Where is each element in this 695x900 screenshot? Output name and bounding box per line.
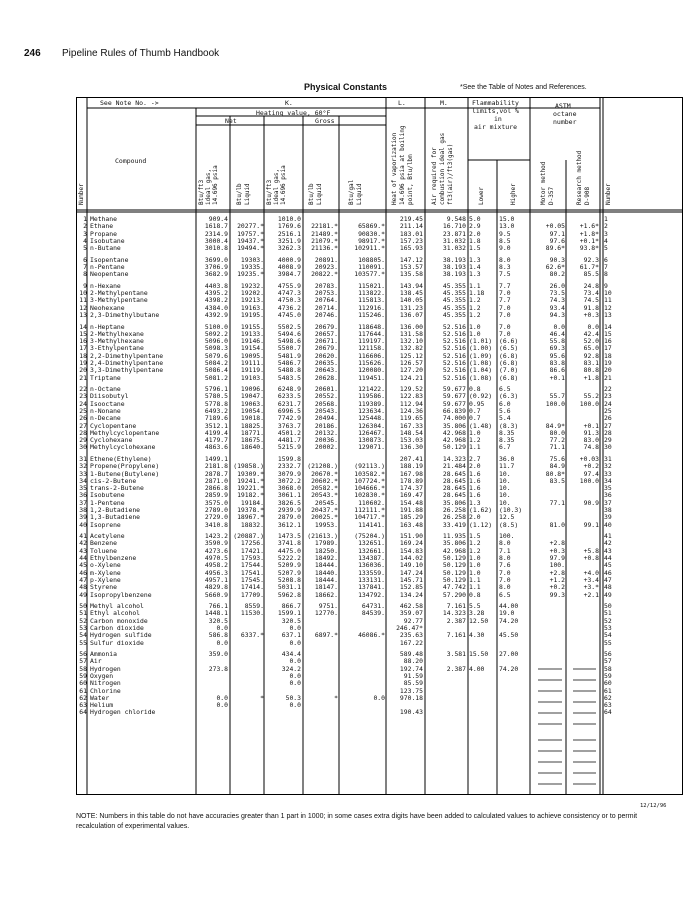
col-gross-lb: (21208.) 20670.* 20602.* 20582.* 20543.* 20545. 20437.* 20025.* 19953. [307, 462, 338, 529]
col-higher: 44.00 19.0 74.20 45.50 [499, 602, 519, 640]
col-air-req: 3.581 2.387 [446, 650, 466, 673]
col-gross-gal: 118648. 117644. 119197. 121158. 116606. 115626. 120080. 119451. [358, 322, 385, 382]
col-num: 14 15 16 17 18 19 20 21 [79, 322, 87, 382]
col-higher: 15.0 13.0 9.5 8.5 9.0 [499, 215, 515, 253]
col-compound: Ethene(Ethylene) Propene(Propylene) 1-Butene(Butylene) cis-2-Butene trans-2-Butene Isobutene 1-Pentene 1,2-Butadiene 1,3-Butadiene Isoprene [90, 455, 160, 529]
col-air-req: 9.548 16.710 23.871 31.032 31.032 [442, 215, 466, 253]
col-motor: +0.05 97.1 97.6 89.6* [545, 222, 565, 253]
col-research: +0.03 +0.2 97.4 100.0 90.9 99.1 [579, 455, 599, 529]
col-research: +1.6* +1.8* +0.1* 93.8* [579, 222, 599, 253]
gross-gal-header-1: Btu/gal [348, 179, 355, 205]
col-gross-gal: (75204.) 132651. 132661. 134387. 136036. 133559. 133131. 137841. 134792. [354, 532, 385, 599]
col-motor: 75.6 84.9 80.8* 83.5 77.1 81.0 [545, 455, 565, 529]
col-net-gas: 5100.0 5092.2 5096.0 5098.3 5079.6 5084.2 5086.4 5081.2 [204, 322, 228, 382]
research-header-2: D-908 [584, 186, 591, 205]
note-k: K. [285, 99, 293, 107]
col-higher: 8.0 8.3 7.5 [499, 255, 511, 279]
col-net-lb: (20887.) 17256. 17421. 17593. 17544. 17541. 17545. 17414. 17709. [233, 532, 264, 599]
col-heat-vap: 151.90 169.24 154.83 144.02 149.10 147.24 145.71 152.85 134.24 [399, 532, 423, 599]
heat-vap-header-1: Heat of vaporization [391, 132, 398, 205]
astm-header-3: number [553, 118, 577, 126]
col-gross-lb: 20783. 20753. 20764. 20714. 20746. [314, 281, 338, 319]
net-header: Net [225, 117, 237, 125]
higher-header: Higher [510, 183, 517, 205]
compound-header: Compound [115, 157, 147, 165]
col-gross-lb: 20891. 20923. 20822.* [311, 255, 338, 279]
col-gross-lb: 22181.* 21489.* 21079.* 21136.* [311, 222, 338, 253]
heat-vap-header-3: point, Btu/lbm [407, 154, 414, 205]
col-gross-gas: 4755.9 4747.3 4750.3 4736.2 4745.0 [277, 281, 301, 319]
col-gross-gas: 4000.9 4008.9 3984.7 [277, 255, 301, 279]
gross-gas-header-3: 14.696 psia [280, 165, 287, 205]
col-lower: 1.0 1.0 (1.01) (1.00) (1.09) (1.08) (1.04) (1.08) [469, 322, 493, 382]
col-higher: 7.0 7.0 (6.6) (6.5) (6.8) (6.8) (7.0) (6.8) [499, 322, 519, 382]
col-num: 6 7 8 [83, 255, 87, 279]
number-header-right: Number [605, 183, 612, 205]
research-header-1: Research method [576, 150, 583, 205]
air-req-header-1: Air required for [431, 147, 438, 205]
col-num: 31 32 33 34 35 36 37 38 39 40 [79, 455, 87, 529]
col-net-lb: * [260, 693, 264, 702]
col-net-lb: 19155. 19133. 19146. 19154. 19095. 19111. 19119. 19103. [240, 322, 264, 382]
col-num: 1 2 3 4 5 [83, 215, 87, 253]
gross-header: Gross [315, 117, 335, 125]
col-net-gas: 766.1 1448.1 320.5 0.0 586.8 0.0 [204, 602, 228, 647]
col-num-r: 50 51 52 53 54 55 [604, 602, 612, 647]
col-gross-lb: (21613.) 17989. 18250. 18492. 18444. 18440. 18444. 18147. 18662. [307, 532, 338, 599]
col-lower: 1.3 1.4 1.3 [469, 255, 481, 279]
net-lb-header-2: Liquid [244, 183, 251, 205]
see-notes-reference: *See the Table of Notes and References. [460, 84, 587, 91]
col-motor: 55.7 100.0 84.9* 80.0 77.2 71.1 [545, 392, 565, 452]
col-lower: 1.1 1.18 1.2 1.2 1.2 [469, 281, 485, 319]
col-net-gas: 1423.2 3590.9 4273.6 4970.5 4958.2 4956.3 4957.1 4829.8 5660.9 [204, 532, 228, 599]
footnote: NOTE: Numbers in this table do not have accuracies greater than 1 part in 1000; in some cases extra digits have been added to calculated values to achieve consistency or to permit recalculation of experimental values. [76, 813, 638, 830]
col-num-r: 31 32 33 34 35 36 37 38 39 40 [604, 455, 612, 529]
col-motor: 90.3 62.6* 80.2 [545, 255, 565, 279]
col-gross-gas: 6248.9 6233.5 6231.7 6996.5 7742.9 3763.7 4501.2 4481.7 5215.9 [277, 385, 301, 452]
col-heat-vap: 207.41 188.19 167.98 178.89 174.37 169.47 154.48 191.88 185.29 163.48 [399, 455, 423, 529]
col-net-lb: 19303. 19335. 19235.* [237, 255, 264, 279]
col-air-req: 59.677 59.677 59.677 66.839 74.000 35.806 42.968 42.968 50.129 [442, 385, 466, 452]
col-net-gas: 1499.1 2181.8 2878.7 2871.0 2866.8 2859.9 3575.0 2789.0 2729.0 3410.8 [204, 455, 228, 529]
col-gross-gas: 866.7 1599.1 320.5 0.0 637.1 0.0 [277, 602, 301, 647]
col-net-lb: 8559. 11530. 6337.* [240, 602, 264, 640]
col-compound: Methane Ethane Propane Isobutane n-Butane [90, 215, 125, 253]
col-gross-gal: 65869.* 90830.* 98917.* 102911.* [354, 222, 385, 253]
heat-vap-header-2: 14.696 psia at boiling [399, 125, 406, 205]
col-num: 56 57 58 59 60 61 62 63 64 [79, 650, 87, 717]
heating-value-header: Heating value, 60°F [256, 109, 331, 117]
col-higher: 27.00 74.20 [499, 650, 519, 673]
col-num-r: 6 7 8 [604, 255, 608, 279]
col-gross-lb: * [334, 693, 338, 702]
col-num: 9 10 11 12 13 [79, 281, 87, 319]
col-higher: 6.5 (6.3) 6.0 5.6 5.4 (8.3) 8.35 8.35 6.7 [499, 385, 519, 452]
col-gross-gas: 5502.5 5494.6 5498.6 5500.7 5481.9 5486.7 5488.8 5483.5 [277, 322, 301, 382]
col-heat-vap: 143.94 138.45 140.05 131.23 136.07 [399, 281, 423, 319]
col-motor: 26.0 73.5 74.3 93.4 94.3 [549, 281, 565, 319]
col-gross-gal: 121422. 119586. 119389. 123634. 125448. 126304. 126467. 130873. 129071. [358, 385, 385, 452]
col-research: 24.8 73.4 74.5 91.8 +0.3 [583, 281, 599, 319]
col-net-gas: 359.0 273.8 0.0 0.0 [208, 650, 228, 710]
col-gross-gal: 0.0 [373, 693, 385, 702]
col-heat-vap: 462.58 359.07 92.77 246.47* 235.63 167.22 [396, 602, 423, 647]
col-air-req: 14.323 21.484 28.645 28.645 28.645 28.645 35.806 26.258 26.258 33.419 [442, 455, 466, 529]
col-compound: Acetylene Benzene Toluene Ethylbenzene o-Xylene m-Xylene p-Xylene Styrene Isopropylbenzene [90, 532, 152, 599]
col-gross-lb: 9751. 12770. 6897.* [314, 602, 338, 640]
lower-header: Lower [478, 186, 485, 205]
col-num-r: 56 57 58 59 60 61 62 63 64 [604, 650, 612, 717]
col-lower: 1.5 1.2 1.2 1.0 1.0 1.0 1.1 1.1 0.8 [469, 532, 481, 599]
col-gross-gal: (92113.) 103582.* 107724.* 104666.* 102830.* 110602. 112111.* 104717.* 114141. [354, 462, 385, 529]
col-motor: +2.8 +0.3 97.9 100. +2.8 +1.2 +0.2 99.3 [549, 539, 565, 599]
flammability-header-2: limits,vol % [472, 107, 519, 115]
col-gross-gas: 1473.5 3741.8 4475.0 5222.2 5209.9 5207.9 5208.8 5031.1 5962.8 [277, 532, 301, 599]
col-lower: 5.0 2.9 2.0 1.8 1.5 [469, 215, 481, 253]
col-compound: Methyl alcohol Ethyl alcohol Carbon monoxide Carbon dioxide Hydrogen sulfide Sulfur dioxide [90, 602, 152, 647]
col-lower: 5.5 3.28 12.50 4.30 [469, 602, 489, 640]
gross-lb-header-1: Btu/lb [308, 183, 315, 205]
col-num: 22 23 24 25 26 27 28 29 30 [79, 385, 87, 452]
col-lower: 2.7 2.0 1.6 1.6 1.6 1.6 1.3 (1.62) 2.0 (1.12) [469, 455, 493, 529]
col-gross-lb: 20601. 20552. 20568. 20543. 20494. 20186. 20132. 20036. 20002. [314, 385, 338, 452]
col-higher: 36.0 11.7 10. 10. 10. 10. 10. (10.3) 12.5 (8.5) [499, 455, 523, 529]
col-heat-vap: 147.12 153.57 135.58 [399, 255, 423, 279]
col-lower: 15.50 4.00 [469, 650, 489, 673]
col-heat-vap: 129.52 122.83 112.94 124.36 119.65 167.33 148.54 153.03 136.30 [399, 385, 423, 452]
date-stamp: 12/12/96 [640, 803, 667, 809]
gross-gal-header-2: Liquid [356, 183, 363, 205]
book-title: Pipeline Rules of Thumb Handbook [62, 48, 220, 59]
col-compound: n-Heptane 2-Methylhexane 3-Methylhexane 3-Ethylpentane 2,2-Dimethylpentane 2,4-Dimethylpentane 3,3-Dimethylpentane Triptane [90, 322, 164, 382]
flammability-header-4: air mixture [474, 123, 518, 131]
col-higher: 100. 8.0 7.1 8.0 7.6 7.0 7.0 8.0 6.5 [499, 532, 515, 599]
motor-header-1: Motor method [540, 161, 547, 205]
col-num: 50 51 52 53 54 55 [79, 602, 87, 647]
col-air-req: 11.935 35.806 42.968 50.129 50.129 50.129 50.129 47.742 57.290 [442, 532, 466, 599]
col-higher: 7.7 7.0 7.7 7.0 7.0 [499, 281, 511, 319]
col-num: 41 42 43 44 45 46 47 48 49 [79, 532, 87, 599]
gross-gas-header-2: ideal gas, [273, 168, 280, 205]
col-air-req: 38.193 38.193 38.193 [442, 255, 466, 279]
col-heat-vap: 136.00 131.58 132.10 132.82 125.12 126.57 127.20 124.21 [399, 322, 423, 382]
col-lower: 0.8 (0.92) 0.95 0.7 0.7 (1.48) 1.0 1.2 1.1 [469, 385, 493, 452]
net-lb-header-1: Btu/lb [236, 183, 243, 205]
col-compound: n-Octane Diisobutyl Isooctane n-Nonane n-Decane Cyclopentane Methylcyclopentane Cyclohexane Methylcyclohexane [90, 385, 160, 452]
col-net-lb: (19858.) 19309.* 19241.* 19221.* 19182.* 19184. 19378.* 18967.* 18832. [233, 462, 264, 529]
table-title: Physical Constants [304, 82, 388, 92]
col-net-gas: 909.4 1618.7 2314.9 3000.4 3010.8 [204, 215, 228, 253]
gross-lb-header-2: Liquid [316, 183, 323, 205]
net-gas-header-1: Btu/ft3 [198, 179, 205, 205]
col-air-req: 7.161 14.323 2.387 7.161 [442, 602, 466, 640]
col-compound: Ammonia Air Hydrogen Oxygen Nitrogen Chlorine Water Helium Hydrogen chloride [90, 650, 156, 717]
air-req-header-2: combustion ideal gas [439, 132, 446, 205]
col-net-lb: 19096. 19047. 19063. 19054. 19018. 18825. 18771. 18675. 18640. [240, 385, 264, 452]
col-num-r: 9 10 11 12 13 [604, 281, 612, 319]
col-heat-vap: 589.48 88.20 192.74 91.59 85.59 123.75 970.18 190.43 [399, 650, 423, 717]
astm-header-2: octane [553, 110, 577, 118]
col-net-gas: 4403.8 4395.2 4398.2 4384.0 4392.9 [204, 281, 228, 319]
col-num-r: 22 23 24 25 26 27 28 29 30 [604, 385, 612, 452]
col-net-gas: 3699.0 3706.9 3682.9 [204, 255, 228, 279]
col-air-req: 45.355 45.355 45.355 45.355 45.355 [442, 281, 466, 319]
flammability-header-1: Flammability [472, 99, 519, 107]
col-net-lb: 20277.* 19757.* 19437.* 19494.* [237, 222, 264, 253]
flammability-header-3: in [494, 115, 502, 123]
motor-header-2: D-357 [548, 186, 555, 205]
col-gross-gal: 115021. 113822. 115813. 112916. 115246. [358, 281, 385, 319]
col-num-r: 14 15 16 17 18 19 20 21 [604, 322, 612, 382]
note-m: M. [440, 99, 448, 107]
col-air-req: 52.516 52.516 52.516 52.516 52.516 52.516 52.516 52.516 [442, 322, 466, 382]
col-gross-lb: 20679. 20657. 20671. 20679. 20620. 20635. 20643. 20628. [314, 322, 338, 382]
col-num-r: 1 2 3 4 5 [604, 215, 608, 253]
note-l: L. [398, 99, 406, 107]
col-gross-gal: 108805. 110091. 103577.* [354, 255, 385, 279]
gross-gas-header-1: Btu/ft3 [266, 179, 273, 205]
col-compound: n-Hexane 2-Methylpentane 3-Methylpentane Neohexane 2,3-Dimethylbutane [90, 281, 160, 319]
net-gas-header-2: ideal gas, [205, 168, 212, 205]
col-gross-gas: 1599.8 2332.7 3079.9 3072.2 3068.0 3061.1 3826.5 2939.9 2879.0 3612.1 [277, 455, 301, 529]
col-net-gas: 5796.1 5780.5 5778.8 6493.2 7189.6 3512.1 4199.4 4179.7 4863.6 [204, 385, 228, 452]
number-header: Number [78, 183, 85, 205]
col-research: 92.3 61.7* 85.5 [579, 255, 599, 279]
col-motor: 0.0 46.4 55.8 69.3 95.6 83.8 86.6 +0.1 [549, 322, 565, 382]
page-number: 246 [24, 48, 41, 59]
col-research: 55.2 100.0 +0.1 91.3 83.0 74.8 [579, 392, 599, 452]
col-research: 0.0 42.4 52.0 65.0 92.8 83.1 80.8 +1.8 [583, 322, 599, 382]
col-net-lb: 19232. 19202. 19213. 19163. 19195. [240, 281, 264, 319]
col-gross-gal: 64731. 84539. 46086.* [358, 602, 385, 640]
see-note-label: See Note No. -> [100, 99, 159, 107]
astm-header-1: ASTM [555, 102, 571, 110]
col-heat-vap: 219.45 211.14 183.01 157.23 165.93 [399, 215, 423, 253]
col-gross-gas: 434.4 0.0 324.2 0.0 0.0 50.3 0.0 [281, 650, 301, 710]
col-gross-gas: 1010.0 1769.6 2516.1 3251.9 3262.3 [277, 215, 301, 253]
air-req-header-3: ft3(air)/ft3(gas) [447, 143, 454, 205]
net-gas-header-3: 14.696 psia [212, 165, 219, 205]
col-research: +5.8 +0.8 +4.0 +3.4 +3.* +2.1 [583, 546, 599, 599]
col-compound: Isopentane n-Pentane Neopentane [90, 255, 129, 279]
col-num-r: 41 42 43 44 45 46 47 48 49 [604, 532, 612, 599]
